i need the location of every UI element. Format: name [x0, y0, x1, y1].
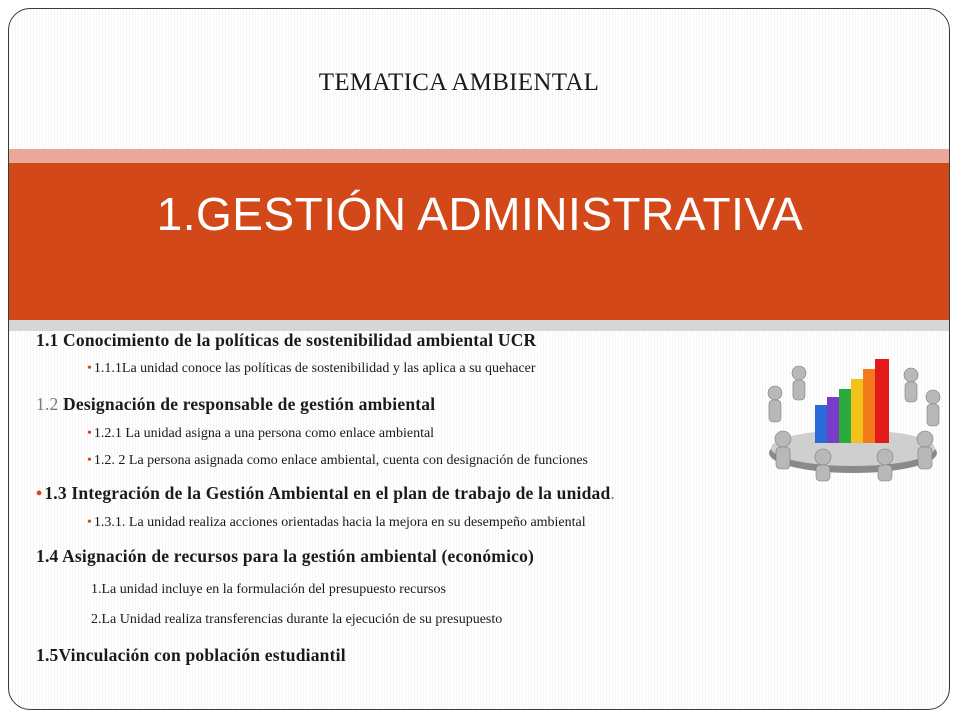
bullet: •	[87, 361, 92, 376]
top-title: TEMATICA AMBIENTAL	[318, 69, 600, 96]
item-1-4-1: 1.La unidad incluye en la formulación del presupuesto recursos	[91, 582, 446, 597]
bullet: •	[87, 426, 92, 441]
item-text: 1.3 Integración de la Gestión Ambiental en el plan de trabajo de la unidad	[44, 483, 611, 503]
bullet: •	[36, 483, 43, 503]
item-1-1-1	[87, 361, 536, 377]
main-title: 1.GESTIÓN ADMINISTRATIVA	[156, 188, 804, 240]
item-text: 1.2. 2 La persona asignada como enlace ambiental, cuenta con designación de funciones	[93, 453, 588, 468]
item-text: Designación de responsable de gestión ambiental	[58, 394, 436, 414]
item-1-4: 1.4 Asignación de recursos para la gestión ambiental (económico)	[36, 546, 535, 566]
item-text: 1.3.1. La unidad realiza acciones orientadas hacia la mejora en su desempeño ambiental	[93, 515, 586, 530]
item-1-4-2: 2.La Unidad realiza transferencias durante la ejecución de su presupuesto	[91, 612, 503, 627]
item-text: 1.2.1 La unidad asigna a una persona como enlace ambiental	[93, 426, 435, 441]
bullet: •	[87, 453, 92, 468]
item-1-3	[36, 483, 615, 504]
item-1-2-1	[87, 426, 434, 442]
bullet: •	[87, 515, 92, 530]
team-meeting-bar-chart-icon	[761, 353, 945, 483]
slide	[8, 8, 950, 710]
item-1-3-1	[87, 515, 586, 531]
item-1-1: 1.1 Conocimiento de la políticas de sostenibilidad ambiental UCR	[36, 330, 537, 350]
item-1-2	[36, 394, 435, 415]
item-end: .	[610, 483, 615, 503]
item-1-5: 1.5Vinculación con población estudiantil	[36, 645, 346, 665]
item-number: 1.2	[36, 394, 59, 414]
item-1-2-2	[87, 453, 588, 469]
item-text: 1.1.1La unidad conoce las políticas de sostenibilidad y las aplica a su quehacer	[93, 361, 536, 376]
